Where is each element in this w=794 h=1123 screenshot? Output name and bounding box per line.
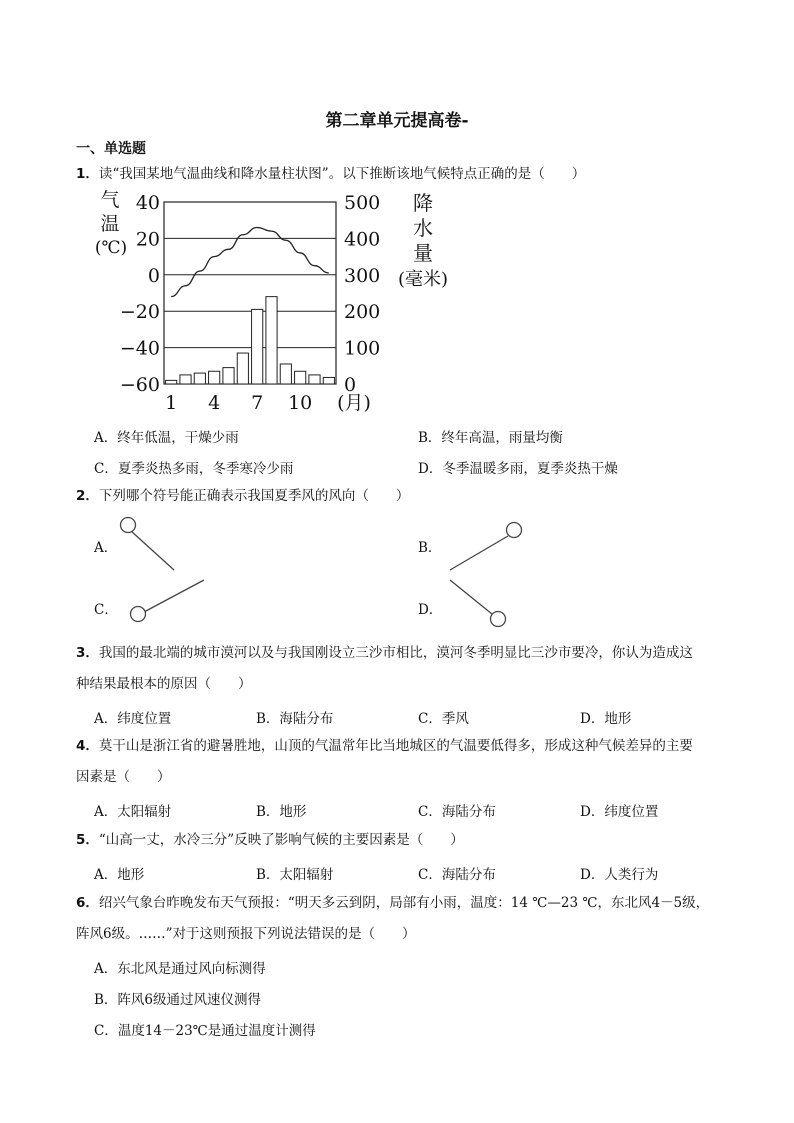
- precip-bar: [280, 364, 291, 384]
- temp-tick-label: −40: [119, 337, 160, 360]
- option-5D[interactable]: D．人类行为: [580, 867, 659, 883]
- question-5: [76, 832, 464, 848]
- option-5A[interactable]: A．地形: [94, 867, 145, 883]
- option-2A[interactable]: A．: [94, 540, 118, 556]
- question-1: [76, 166, 585, 182]
- temp-tick-label: −20: [119, 301, 160, 324]
- precip-bar: [252, 309, 263, 384]
- month-tick-label: 4: [208, 392, 221, 414]
- precip-axis-label: (毫米): [397, 269, 449, 290]
- precip-bar: [323, 377, 334, 384]
- wind-symbol-c[interactable]: [128, 576, 210, 624]
- question-number: 2．: [76, 488, 99, 504]
- question-3-line2: 种结果最根本的原因（ ）: [76, 676, 252, 692]
- wind-symbol-d[interactable]: [446, 576, 510, 628]
- precip-axis-label: 量: [413, 241, 433, 265]
- question-3: [76, 645, 693, 661]
- option-2B[interactable]: B．: [418, 540, 442, 556]
- precip-bar: [295, 371, 306, 384]
- option-4B[interactable]: B．地形: [256, 804, 307, 820]
- precip-bar: [166, 380, 177, 384]
- option-1A[interactable]: A．终年低温，干燥少雨: [94, 430, 239, 446]
- precip-bar: [237, 353, 248, 384]
- option-4D[interactable]: D．纬度位置: [580, 804, 659, 820]
- option-1B[interactable]: B．终年高温，雨量均衡: [418, 430, 563, 446]
- temp-tick-label: 20: [135, 228, 160, 251]
- option-3B[interactable]: B．海陆分布: [256, 711, 334, 727]
- option-5B[interactable]: B．太阳辐射: [256, 867, 334, 883]
- temp-tick-label: 40: [135, 192, 160, 214]
- month-tick-label: (月): [337, 392, 371, 414]
- option-6B[interactable]: B．阵风6级通过风速仪测得: [94, 992, 262, 1008]
- question-number: 5．: [76, 832, 99, 848]
- month-tick-label: 10: [288, 392, 313, 414]
- question-2: [76, 488, 409, 504]
- precip-tick-label: 400: [344, 228, 381, 251]
- month-tick-label: 7: [251, 392, 264, 414]
- question-text: 莫干山是浙江省的避暑胜地，山顶的气温常年比当地城区的气温要低得多，形成这种气候差异的主要: [98, 738, 693, 754]
- option-3C[interactable]: C．季风: [418, 711, 469, 727]
- chart-frame: [164, 202, 336, 384]
- option-3A[interactable]: A．纬度位置: [94, 711, 172, 727]
- precip-tick-label: 200: [344, 301, 381, 324]
- question-4-line2: 因素是（ ）: [76, 769, 171, 785]
- temp-axis-label: 气: [100, 189, 120, 211]
- question-text: “山高一丈，水冷三分”反映了影响气候的主要因素是（ ）: [98, 832, 464, 848]
- temp-axis-label: (℃): [94, 238, 128, 258]
- option-1C[interactable]: C．夏季炎热多雨，冬季寒冷少雨: [94, 461, 294, 477]
- question-number: 6．: [76, 895, 99, 911]
- question-6: [76, 895, 709, 911]
- section-heading: 一、单选题: [76, 141, 146, 157]
- option-5C[interactable]: C．海陆分布: [418, 867, 496, 883]
- question-number: 3．: [76, 645, 99, 661]
- precip-tick-label: 100: [344, 337, 381, 360]
- precip-bar: [209, 371, 220, 384]
- option-6C[interactable]: C．温度14－23℃是通过温度计测得: [94, 1023, 316, 1039]
- option-6A[interactable]: A．东北风是通过风向标测得: [94, 961, 266, 977]
- precip-tick-label: 300: [344, 264, 381, 287]
- question-number: 4．: [76, 738, 99, 754]
- precip-bar: [180, 375, 191, 384]
- question-text: 读“我国某地气温曲线和降水量柱状图”。以下推断该地气候特点正确的是（ ）: [98, 166, 586, 182]
- option-4A[interactable]: A．太阳辐射: [94, 804, 172, 820]
- temp-tick-label: −60: [119, 374, 160, 396]
- question-4: [76, 738, 693, 754]
- option-4C[interactable]: C．海陆分布: [418, 804, 496, 820]
- option-2C[interactable]: C．: [94, 602, 118, 618]
- precip-bar: [223, 368, 234, 384]
- precip-axis-label: 水: [413, 216, 433, 240]
- option-2D[interactable]: D．: [418, 602, 443, 618]
- question-6-line2: 阵风6级。……”对于这则预报下列说法错误的是（ ）: [76, 926, 416, 942]
- page-title: 第二章单元提高卷-: [325, 111, 469, 131]
- question-text: 绍兴气象台昨晚发布天气预报：“明天多云到阴，局部有小雨，温度：14 ℃—23 ℃，东北风4－5级，: [98, 895, 710, 911]
- climate-chart: [90, 186, 470, 418]
- temperature-curve: [171, 227, 329, 296]
- option-3D[interactable]: D．地形: [580, 711, 632, 727]
- precip-tick-label: 500: [344, 192, 381, 214]
- precip-axis-label: 降: [413, 191, 433, 215]
- option-1D[interactable]: D．冬季温暖多雨，夏季炎热干燥: [418, 461, 618, 477]
- precip-bar: [309, 375, 320, 384]
- wind-symbol-b[interactable]: [446, 518, 528, 574]
- temp-axis-label: 温: [100, 213, 120, 235]
- month-tick-label: 1: [165, 392, 178, 414]
- precip-bar: [266, 297, 277, 384]
- question-number: 1．: [76, 166, 99, 182]
- precip-bar: [194, 373, 205, 384]
- temp-tick-label: 0: [147, 264, 160, 287]
- question-text: 我国的最北端的城市漠河以及与我国刚设立三沙市相比，漠河冬季明显比三沙市要冷，你认为造成这: [98, 645, 693, 661]
- wind-symbol-a[interactable]: [118, 515, 182, 575]
- precip-tick-label: 0: [344, 374, 357, 396]
- question-text: 下列哪个符号能正确表示我国夏季风的风向（ ）: [98, 488, 410, 504]
